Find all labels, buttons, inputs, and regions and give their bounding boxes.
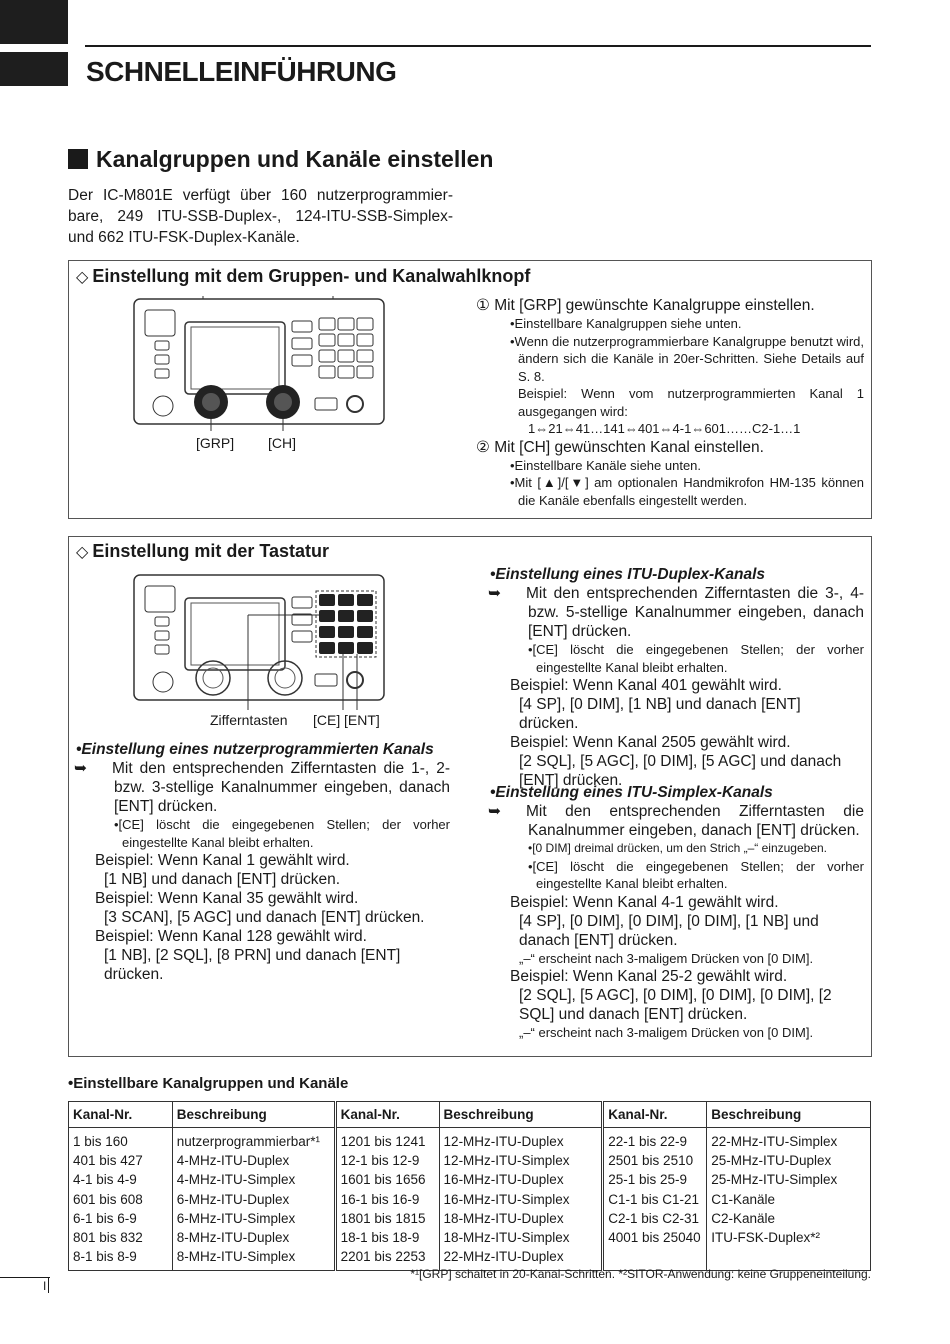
step-2-bullet-1: •Einstellbare Kanäle siehe unten.: [510, 457, 702, 473]
table-cell: 1201 bis 1241: [335, 1132, 439, 1151]
table-cell: 6-1 bis 6-9: [69, 1209, 173, 1228]
simplex-example-2-note: „–“ erscheint nach 3-maligem Drücken von [0 DIM].: [519, 1025, 814, 1040]
user-channel-note: •[CE] löscht die eingegebenen Stellen; der vorher eingestellte Kanal bleibt erhalten.: [114, 817, 450, 850]
channel-table: [68, 1101, 871, 1271]
step-1-bullet-1: •Einstellbare Kanalgruppen siehe unten.: [510, 316, 742, 331]
table-cell: 8-1 bis 8-9: [69, 1247, 173, 1266]
table-cell: 1801 bis 1815: [335, 1209, 439, 1228]
table-cell: 18-MHz-ITU-Duplex: [439, 1209, 603, 1228]
table-row: [69, 1132, 871, 1151]
table-cell: 6-MHz-ITU-Simplex: [172, 1209, 335, 1228]
side-tab-top: [0, 0, 68, 44]
table-cell: 6-MHz-ITU-Duplex: [172, 1190, 335, 1209]
table-cell: 25-MHz-ITU-Simplex: [711, 1172, 838, 1188]
square-bullet-icon: [68, 149, 88, 169]
table-cell: 16-MHz-ITU-Duplex: [439, 1170, 603, 1189]
box2-title: ◇ Einstellung mit der Tastatur: [76, 541, 330, 561]
table-cell: 16-MHz-ITU-Simplex: [439, 1190, 603, 1209]
simplex-instruction: ➥ Mit den entsprechenden Zifferntasten die Kanalnummer eingeben, danach [ENT] drücken.: [488, 803, 864, 839]
label-ce: [CE]: [313, 712, 341, 728]
page-title: SCHNELLEINFÜHRUNG: [86, 56, 397, 87]
user-channel-heading: •Einstellung eines nutzerprogrammierten Kanals: [76, 741, 434, 758]
user-example-3-keys: [1 NB], [2 SQL], [8 PRN] und danach [ENT] drücken.: [104, 947, 401, 983]
footer-rule: [0, 1277, 50, 1278]
table-cell: 1 bis 160: [69, 1132, 173, 1151]
diamond-icon: ◇: [76, 269, 89, 286]
table-row: [69, 1170, 871, 1189]
diamond-icon: ◇: [76, 544, 89, 561]
table-cell: 8-MHz-ITU-Simplex: [172, 1247, 335, 1266]
table-header: Kanal-Nr.: [335, 1102, 439, 1128]
table-cell: 22-1 bis 22-9: [603, 1132, 707, 1151]
table-cell: C1-1 bis C1-21: [603, 1190, 707, 1209]
table-cell: 12-MHz-ITU-Simplex: [439, 1151, 603, 1170]
table-cell: 2201 bis 2253: [335, 1247, 439, 1266]
table-cell: nutzerprogrammierbar*¹: [172, 1132, 335, 1151]
label-ent: [ENT]: [344, 712, 380, 728]
user-example-2: Beispiel: Wenn Kanal 35 gewählt wird.: [95, 890, 359, 907]
table-cell: 4-MHz-ITU-Duplex: [172, 1151, 335, 1170]
table-cell: C2-1 bis C2-31: [603, 1209, 707, 1228]
table-cell: 22-MHz-ITU-Duplex: [439, 1247, 603, 1266]
simplex-note-2: •[CE] löscht die eingegebenen Stellen; der vorher eingestellte Kanal bleibt erhalten.: [528, 858, 864, 891]
duplex-note: •[CE] löscht die eingegebenen Stellen; der vorher eingestellte Kanal bleibt erhalten.: [528, 642, 864, 675]
duplex-example-2: Beispiel: Wenn Kanal 2505 gewählt wird.: [510, 734, 791, 751]
arrow-icon: ➥: [74, 760, 87, 777]
table-footnote: *¹[GRP] schaltet in 20-Kanal-Schritten. *²SITOR-Anwendung: keine Gruppeneinteilung.: [410, 1267, 871, 1281]
simplex-section: [490, 784, 864, 1042]
table-cell: 4-1 bis 4-9: [69, 1170, 173, 1189]
table-cell: 18-1 bis 18-9: [335, 1228, 439, 1247]
table-cell: [603, 1247, 707, 1266]
table-cell: 18-MHz-ITU-Simplex: [439, 1228, 603, 1247]
table-row: [69, 1209, 871, 1228]
side-tab-bottom: [0, 52, 68, 86]
step-2: ② Mit [CH] gewünschten Kanal einstellen.: [476, 438, 764, 456]
table-cell: 22-MHz-ITU-Simplex: [711, 1134, 838, 1150]
table-header: Beschreibung: [439, 1102, 603, 1128]
table-cell: 8-MHz-ITU-Duplex: [172, 1228, 335, 1247]
arrow-icon: ➥: [488, 803, 501, 820]
table-cell: 1601 bis 1656: [335, 1170, 439, 1189]
simplex-example-1: Beispiel: Wenn Kanal 4-1 gewählt wird.: [510, 893, 779, 911]
footer-rule-vertical: [48, 1277, 49, 1293]
step-2-bullet-2: •Mit [▲]/[▼] am optionalen Handmikrofon HM-135 können die Kanäle ebenfalls eingestellt werden.: [510, 475, 864, 508]
table-header: Beschreibung: [172, 1102, 335, 1128]
radio-front-panel-figure: [133, 296, 385, 431]
user-example-3: Beispiel: Wenn Kanal 128 gewählt wird.: [95, 928, 367, 945]
box1-title: ◇ Einstellung mit dem Gruppen- und Kanalwahlknopf: [76, 266, 531, 286]
table-cell: 801 bis 832: [69, 1228, 173, 1247]
table-cell: 4-MHz-ITU-Simplex: [172, 1170, 335, 1189]
table-cell: C2-Kanäle: [711, 1210, 776, 1226]
label-keypad: Zifferntasten: [210, 712, 288, 728]
table-cell: 601 bis 608: [69, 1190, 173, 1209]
box1-steps: [476, 296, 864, 509]
user-channel-instruction: ➥ Mit den entsprechenden Zifferntasten die 1-, 2-bzw. 3-stellige Kanalnummer eingeben, danach [ENT] drücken.: [74, 760, 450, 815]
table-cell: [707, 1247, 871, 1266]
table-cell: ITU-FSK-Duplex*²: [711, 1230, 820, 1246]
table-header: Beschreibung: [707, 1102, 871, 1128]
intro-text: Der IC-M801E verfügt über 160 nutzerprogrammier-bare, 249 ITU-SSB-Duplex-, 124-ITU-SSB-Simplex- und 662 ITU-FSK-Duplex-Kanäle.: [68, 187, 453, 246]
table-header: Kanal-Nr.: [603, 1102, 707, 1128]
user-example-1: Beispiel: Wenn Kanal 1 gewählt wird.: [95, 852, 350, 869]
duplex-instruction: ➥ Mit den entsprechenden Zifferntasten die 3-, 4-bzw. 5-stellige Kanalnummer eingeben, danach [ENT] drücken.: [488, 585, 864, 640]
table-row: [69, 1247, 871, 1266]
user-example-1-keys: [1 NB] und danach [ENT] drücken.: [104, 871, 341, 888]
duplex-heading: •Einstellung eines ITU-Duplex-Kanals: [490, 566, 766, 583]
radio-keypad-figure: [133, 572, 385, 710]
simplex-heading: •Einstellung eines ITU-Simplex-Kanals: [490, 784, 773, 801]
simplex-example-2-keys: [2 SQL], [5 AGC], [0 DIM], [0 DIM], [0 DIM], [2 SQL] und danach [ENT] drücken.: [519, 987, 832, 1023]
duplex-example-1: Beispiel: Wenn Kanal 401 gewählt wird.: [510, 677, 782, 694]
table-cell: C1-Kanäle: [711, 1191, 776, 1207]
simplex-note-1: •[0 DIM] dreimal drücken, um den Strich „–“ einzugeben.: [528, 841, 828, 855]
page-number: I: [43, 1279, 47, 1293]
table-cell: 25-MHz-ITU-Duplex: [711, 1153, 832, 1169]
step-1-example: Beispiel: Wenn vom nutzerprogrammierten Kanal 1 ausgegangen wird:: [518, 386, 864, 419]
simplex-example-1-note: „–“ erscheint nach 3-maligem Drücken von [0 DIM].: [519, 950, 814, 966]
header-rule: [85, 45, 871, 47]
arrow-icon: ➥: [488, 585, 501, 602]
table-cell: 16-1 bis 16-9: [335, 1190, 439, 1209]
step-1: ① Mit [GRP] gewünschte Kanalgruppe einstellen.: [476, 297, 815, 314]
table-heading: •Einstellbare Kanalgruppen und Kanäle: [68, 1075, 349, 1092]
simplex-example-1-keys: [4 SP], [0 DIM], [0 DIM], [0 DIM], [1 NB] und danach [ENT] drücken.: [519, 912, 819, 949]
label-ch: [CH]: [268, 435, 296, 451]
table-header-row: [69, 1102, 871, 1128]
table-cell: 12-MHz-ITU-Duplex: [439, 1132, 603, 1151]
table-row: [69, 1151, 871, 1170]
user-channel-section: [76, 741, 450, 984]
user-example-2-keys: [3 SCAN], [5 AGC] und danach [ENT] drücken.: [104, 909, 425, 926]
duplex-section: [490, 566, 864, 790]
step-1-bullet-2: •Wenn die nutzerprogrammierbare Kanalgruppe benutzt wird, ändern sich die Kanäle in 20er-Schritten. Siehe Details auf S. 8.: [510, 333, 864, 384]
table-header: Kanal-Nr.: [69, 1102, 173, 1128]
table-cell: 12-1 bis 12-9: [335, 1151, 439, 1170]
duplex-example-1-keys: [4 SP], [0 DIM], [1 NB] und danach [ENT] drücken.: [519, 696, 801, 732]
label-grp: [GRP]: [196, 435, 235, 451]
step-1-sequence: 1⇔21⇔41…141⇔401⇔4-1⇔601……C2-1…1: [528, 421, 801, 436]
simplex-example-2: Beispiel: Wenn Kanal 25-2 gewählt wird.: [510, 968, 788, 985]
table-cell: 25-1 bis 25-9: [603, 1170, 707, 1189]
table-cell: 2501 bis 2510: [603, 1151, 707, 1170]
duplex-example-2-keys: [2 SQL], [5 AGC], [0 DIM], [5 AGC] und danach [ENT] drücken.: [519, 753, 842, 789]
table-row: [69, 1190, 871, 1209]
table-cell: 401 bis 427: [69, 1151, 173, 1170]
table-cell: 4001 bis 25040: [603, 1228, 707, 1247]
table-row: [69, 1228, 871, 1247]
section-title: Kanalgruppen und Kanäle einstellen: [68, 146, 493, 173]
